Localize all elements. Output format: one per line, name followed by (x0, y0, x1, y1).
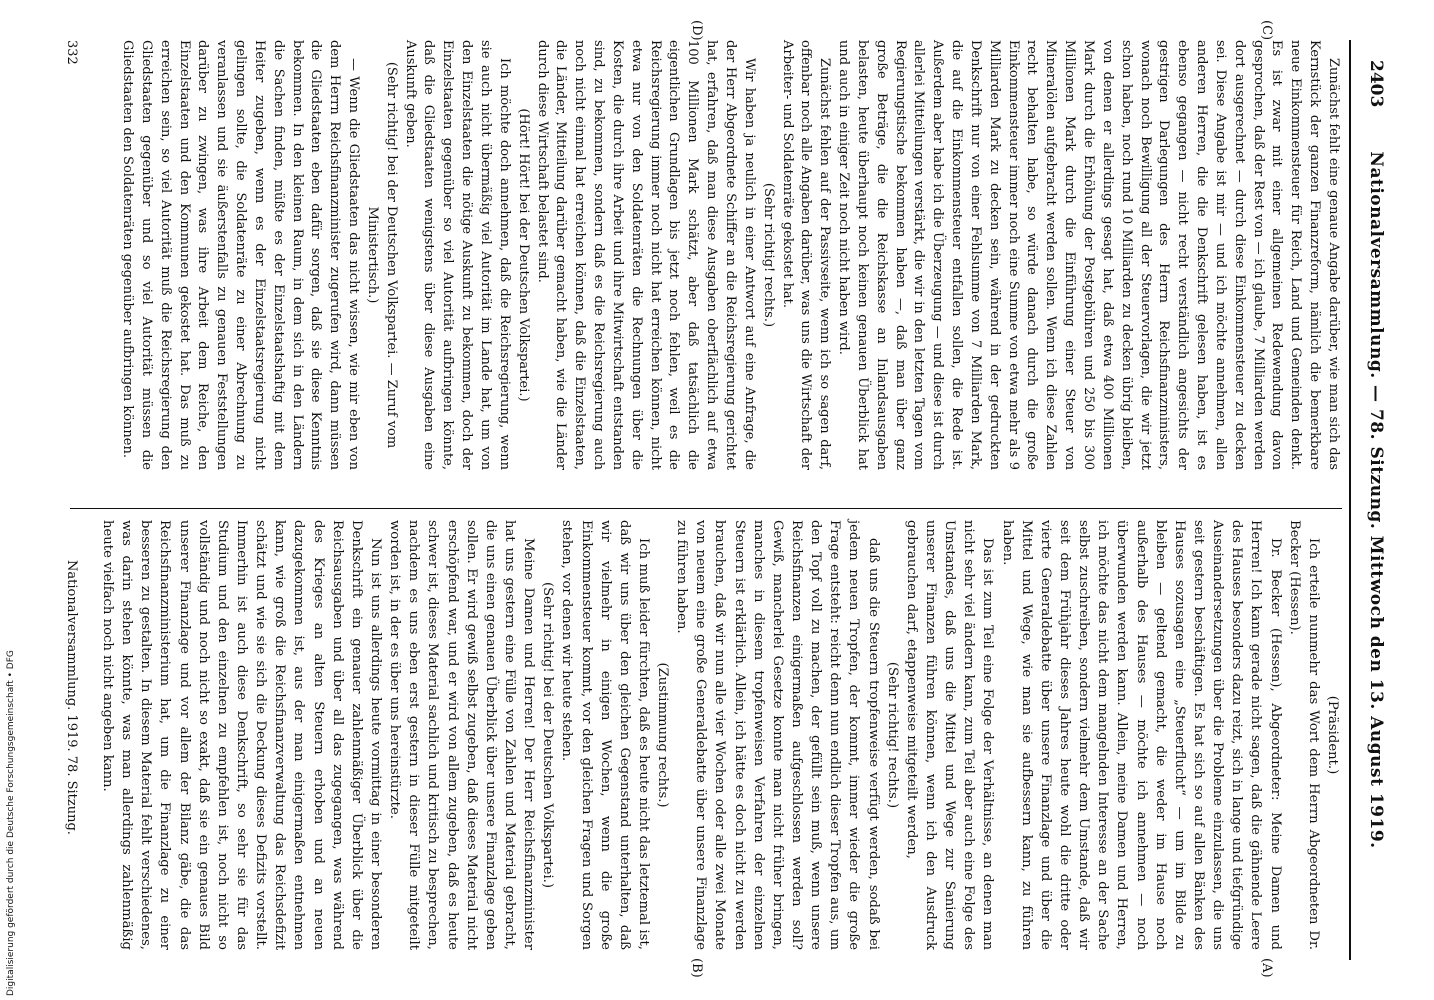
paragraph: (Sehr richtig! rechts.) (884, 661, 900, 809)
margin-letter-c: (C) (1259, 20, 1274, 41)
page-number: 2403 (1366, 60, 1386, 108)
paragraph: Nun ist uns allerdings heute vormittag in einer besonderen Denkschrift ein genauer zahlenmäßiger Überblick über die Reichsausgaben und über all das zugegangen, was während des Krieges an alten Steuern erhoben und an neuen dazugekommen ist, aus der man einigermaßen entnehmen kann, wie groß die Reichsfinanzverwaltung das Reichsdefizit schätzt und wie sie sich die Deckung dieses Defizits vorstellt. Immerhin ist auch diese Denkschrift, so sehr sie für das Studium und den einzelnen zu empfehlen ist, noch nicht so vollständig und noch nicht so exakt, daß sie ein genaues Bild unserer Finanzlage und vor allem der Bilanz gäbe, die das Reichsfinanzministerium hat, um die Finanzlage zu einer besseren zu gestalten. In diesem Material fehlt verschiedenes, was darin stehen könnte, was man allerdings zahlenmäßig heute vielfach noch nicht angeben kann. (100, 520, 383, 950)
paragraph: Ich muß leider fürchten, daß es heute nicht das letztemal ist, daß wir uns über den gleichen Gegenstand unterhalten, daß wir vielmehr in einigen Wochen, wenn die große Einkommensteuer kommt, vor den gleichen Fragen und Sorgen stehen, vor denen wir heute stehen. (559, 520, 651, 950)
paragraph: (Hört! Hört! bei der Deutschen Volkspartei.) (515, 108, 531, 402)
column-divider (70, 508, 1342, 509)
paragraph: Zunächst fehlt eine genaue Angabe darüber, wie man sich das Kernstück der ganzen Finanzreform, nämlich die bemerkbare neue Einkommensteuer für Reich, Land und Gemeinden denkt. Es ist zwar mit einer allgemeinen Redewendung davon gesprochen, daß der Rest von — ich glaube, 7 Milliarden werden dort ausgerechnet — durch diese Einkommensteuer zu decken sei. Diese Angabe ist mir — und ich möchte annehmen, allen anderen Herren, die die Denkschrift gelesen haben, ist es ebenso gegangen — nicht recht verständlich angesichts der gestrigen Darlegungen des Herrn Reichsfinanzministers, wonach noch Bewilligung all der Steuervorlagen, die wir jetzt schon haben, noch rund 10 Milliarden zu decken übrig bleiben, von denen er allerdings gesagt hat, daß etwa 400 Millionen Mark durch die Erhöhung der Postgebühren und 250 bis 300 Millionen Mark durch die Einführung einer Steuer von Mineralölen aufgebracht werden sollen. Wenn ich diese Zahlen recht behalten habe, so würde danach durch die große Einkommensteuer immer noch eine Summe von etwa mehr als 9 Milliarden Mark zu decken sein, während in der gedruckten Denkschrift nur von einer Fehlsumme von 7 Milliarden Mark, die auf die Einkommensteuer entfallen sollen, die Rede ist. Außerdem aber habe ich die Überzeugung — und diese ist durch allerlei Mitteilungen verstärkt, die wir in den letzten Tagen vom Regierungstische bekommen haben —, daß man über ganz große Beträge, die die Reichskasse an Inlandsausgaben belasten, heute überhaupt noch keinen genauen Überblick hat und auch in einiger Zeit noch nicht haben wird. (836, 40, 1341, 470)
header-rule (1349, 40, 1351, 960)
paragraph: Ich möchte doch annehmen, daß die Reichsregierung, wenn sie auch nicht übermäßig viel Autorität im Lande hat, um von den Einzelstaaten die nötige Auskunft zu bekommen, doch der Einzelstaaten gegenüber so viel Autorität aufbringen könnte, daß die Gliedstaaten wenigstens über diese Ausgaben eine Auskunft geben. (402, 40, 512, 470)
right-text-column (117, 40, 1342, 470)
paragraph: (Präsident.) (1325, 695, 1340, 775)
footer-session: Nationalversammlung. 1919. 78. Sitzung. (64, 560, 79, 835)
footer-page-number: 332 (64, 40, 79, 65)
page-header (1356, 40, 1386, 960)
paragraph: (Sehr richtig! bei der Deutschen Volkspartei.) (540, 581, 556, 889)
paragraph: Das ist zum Teil eine Folge der Verhältnisse, an denen man nicht sehr viel ändern kann, zum Teil aber auch eine Folge des Umstandes, daß uns die Mittel und Wege zur Sanierung unserer Finanzen führen können, wenn ich den Ausdruck gebrauchen darf, etappenweise mitgeteilt werden, (903, 520, 996, 950)
paragraph: Zunächst fehlen auf der Passivseite, wenn ich so sagen darf, offenbar noch alle Angaben darüber, was uns die Wirtschaft der Arbeiter- und Soldatenräte gekostet hat. (779, 40, 833, 470)
paragraph: — Wenn die Gliedstaaten das nicht wissen, wie mir eben von dem Herrn Reichsfinanzminister zugerufen wird, dann müssen die Gliedstaaten eben dafür sorgen, daß sie diese Kenntnis bekommen. In den kleinen Raum, in dem sich in den Ländern die Sachen finden, müßte es der Einzelstaatshaftig mit dem Heiter zugeben, wenn es der Einzelstaatsregierung nicht gelingen sollte, die Soldatenräte zu einer Abrechnung zu veranlassen und sie äußerstenfalls zu genauen Feststellungen darüber zu zwingen, was ihre Arbeit dem Reiche, den Einzelstaaten und den Kommunen gekostet hat. Das muß zu erreichen sein, so viel Autorität muß die Reichsregierung den Gliedstaaten gegenüber und so viel Autorität müssen die Gliedstaaten den Soldatenräten gegenüber aufbringen können. (120, 40, 362, 470)
margin-letter-b: (B) (689, 958, 704, 978)
paragraph: Wir haben ja neulich in einer Antwort auf eine Anfrage, die der Herr Abgeordnete Schiffer an die Reichsregierung gerichtet hat, erfahren, daß man diese Ausgaben oberflächlich auf etwa 100 Millionen Mark schätzt, aber daß tatsächlich die eigentlichen Grundlagen bis jetzt noch fehlen, weil es die Reichsregierung immer noch nicht hat erreichen können, nicht etwa nur von den Soldatenräten die Rechnungen über die Kosten, die durch ihre Arbeit und ihre Mitwirtschaft entstanden sind, zu bekommen, sondern daß es die Reichsregierung auch noch nicht einmal hat erreichen können, daß die Einzelstaaten, die Länder, Mitteilung darüber gemacht haben, wie die Länder durch diese Wirtschaft belastet sind. (534, 40, 757, 470)
paragraph: (Sehr richtig! bei der Deutschen Volkspartei. — Zuruf vom Ministertisch.) (364, 61, 399, 449)
margin-letter-d: (D) (689, 20, 704, 41)
paragraph: Meine Damen und Herren! Der Herr Reichsfinanzminister hat uns gestern eine Fülle von Zahlen und Material gebracht, die uns einen genauen Überblick über unsere Finanzlage geben sollen. Er wird gewiß selbst zugeben, daß dieses Material nicht erschöpfend war, und er wird von allem zugeben, daß es heute schwer ist, dieses Material sachlich und kritisch zu besprechen, nachdem es uns eben erst gestern in dieser Fülle mitgeteilt worden ist, in der es über uns hereinstürzte. (387, 520, 537, 950)
paragraph: daß uns die Steuern tropfenweise verfügt werden, sodaß bei jedem neuen Tropfen, der kommt, immer wieder die große Frage entsteht: reicht denn nun endlich dieser Tropfen aus, um den Topf voll zu machen, der gefüllt sein muß, wenn unsere Reichsfinanzen einigermaßen aufgeschlossen werden soll? Gewiß, mancherlei Gesetze konnte man nicht früher bringen, manches in diesem tropfenweisen Verfahren der einzelnen Steuern ist erklärlich. Allein, ich hätte es doch nicht zu werden brauchen, daß wir nun alle vier Wochen oder alle zwei Monate von neuem eine große Generaldebatte über unsere Finanzlage zu führen haben. (674, 520, 881, 950)
margin-letter-a: (A) (1259, 958, 1274, 978)
left-text-column (98, 520, 1342, 950)
paragraph: (Zustimmung rechts.) (655, 662, 671, 808)
scan-credit: Digitalisierung gefördert durch die Deutsche Forschungsgemeinschaft • DFG (6, 650, 16, 996)
page-title: Nationalversammlung. — 78. Sitzung. Mittwoch den 13. August 1919. (1366, 151, 1386, 849)
paragraph: (Sehr richtig! rechts.) (760, 182, 776, 328)
paragraph: Ich erteile nunmehr das Wort dem Herrn Abgeordneten Dr. Becker (Hessen). (1286, 520, 1321, 950)
paragraph: Dr. Becker (Hessen), Abgeordneter: Meine Damen und Herren! Ich kann gerade nicht sagen, daß die gähnende Leere des Hauses besonders dazu reizt, sich in lange und tiefgründige Auseinandersetzungen über die Probleme einzulassen, die uns seit gestern beschäftigen. Es hat sich so auf allen Bänken des Hauses sozusagen eine „Steuerflucht“ — um im Bilde zu bleiben — geltend gemacht, die weder im Hause noch außerhalb des Hauses — möchte ich annehmen — noch überwunden werden kann. Allein, meine Damen und Herren, ich möchte das nicht dem mangelnden Interesse an der Sache selbst zuschreiben, sondern vielmehr dem Umstande, daß wir seit dem Frühjahr dieses Jahres heute wohl die dritte oder vierte Generaldebatte über unsere Finanzlage und über die Mittel und Wege, wie man sie aufbessern kann, zu führen haben. (999, 520, 1283, 950)
